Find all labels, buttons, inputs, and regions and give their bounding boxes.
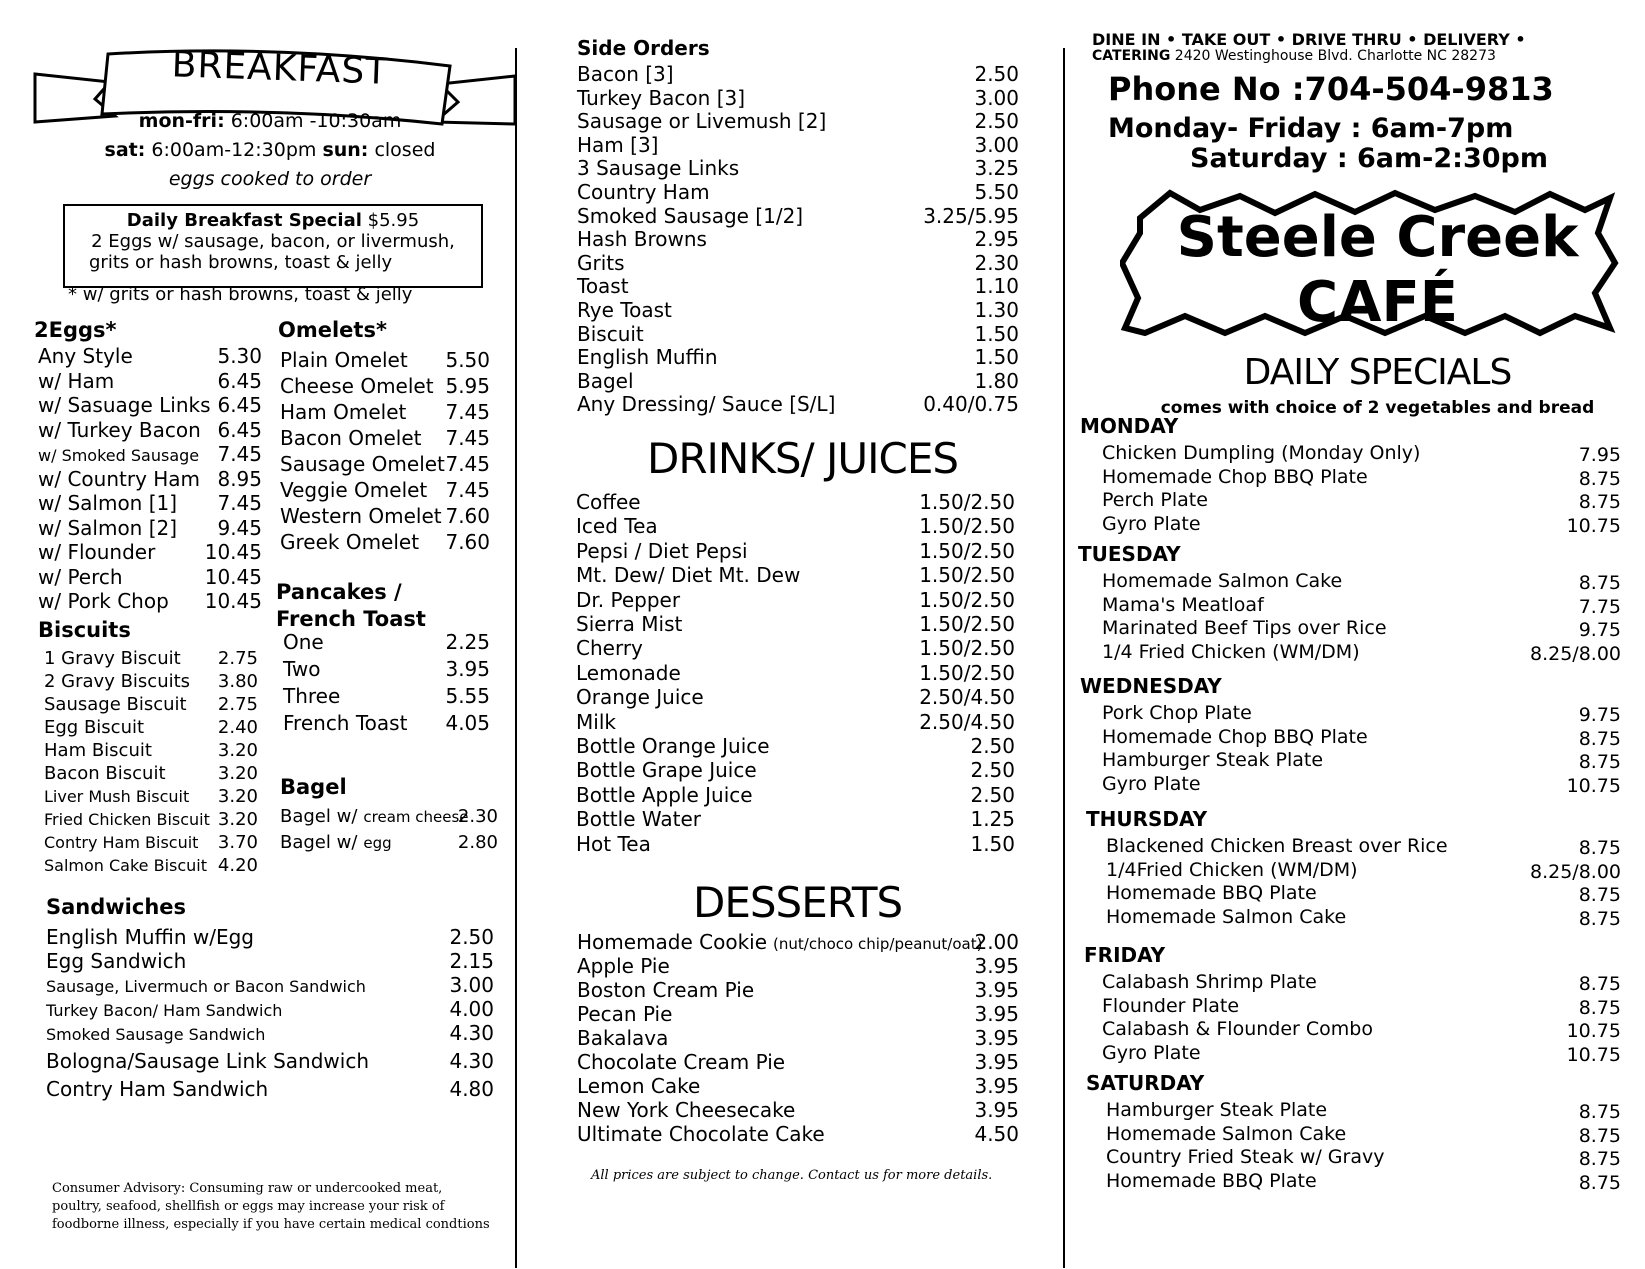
special-item-price: 8.25/8.00 [1529, 642, 1621, 665]
dessert-item-name: Chocolate Cream Pie [577, 1050, 786, 1074]
drink-item-price: 1.50/2.50 [919, 490, 1015, 514]
egg-item-price: 6.45 [217, 417, 262, 442]
pancake-item-name: One [283, 630, 324, 654]
special-item-name: Homemade Chop BBQ Plate [1102, 465, 1368, 488]
column-divider-left [515, 48, 517, 1268]
drink-item-price: 1.50/2.50 [919, 636, 1015, 661]
sandwich-item-price: 4.00 [449, 997, 494, 1021]
sandwich-item-name: Sausage, Livermuch or Bacon Sandwich [46, 977, 366, 996]
eggs-note: eggs cooked to order [168, 168, 372, 190]
special-item-price: 10.75 [1566, 514, 1621, 537]
special-item-name: Chicken Dumpling (Monday Only) [1102, 442, 1421, 464]
drink-item-price: 1.25 [970, 807, 1015, 832]
sandwich-item-name: Bologna/Sausage Link Sandwich [46, 1049, 369, 1073]
drink-item-name: Coffee [576, 490, 641, 514]
day-heading: WEDNESDAY [1080, 674, 1222, 698]
cafe-name-line1: Steele Creek [1176, 205, 1579, 270]
special-item-price: 8.75 [1578, 973, 1621, 995]
egg-item-price: 10.45 [204, 589, 262, 613]
weekday-hours: mon-fri: 6:00am -10:30am [138, 110, 402, 132]
dessert-item-name: Boston Cream Pie [577, 978, 755, 1002]
drink-item-name: Dr. Pepper [576, 587, 681, 612]
special-item-name: 1/4 Fried Chicken (WM/DM) [1102, 640, 1360, 663]
bagel-title: Bagel [280, 775, 347, 799]
side-item-price: 2.50 [974, 62, 1019, 86]
dessert-item-name: Pecan Pie [577, 1002, 673, 1026]
omelet-item-price: 7.45 [445, 452, 490, 476]
side-item-price: 3.00 [974, 132, 1019, 157]
special-item-price: 8.75 [1578, 1124, 1621, 1147]
drink-item-name: Bottle Water [576, 807, 701, 832]
dessert-item-price: 3.95 [974, 1050, 1019, 1074]
omelet-item-name: Sausage Omelet [280, 452, 445, 476]
pancakes-title: Pancakes / [276, 580, 402, 604]
side-item-name: Biscuit [577, 321, 644, 346]
cafe-name-line2: CAFÉ [1297, 270, 1458, 335]
sandwich-item-price: 4.80 [449, 1077, 494, 1101]
egg-item-name: Any Style [38, 344, 133, 368]
special-item-name: Homemade BBQ Plate [1106, 1169, 1317, 1192]
biscuit-item-name: Bacon Biscuit [44, 763, 166, 784]
special-item-name: Flounder Plate [1102, 994, 1240, 1017]
daily-specials-title: DAILY SPECIALS [1243, 352, 1512, 393]
special-item-price: 8.75 [1578, 837, 1621, 859]
special-item-price: 10.75 [1566, 1043, 1621, 1066]
omelet-item-name: Plain Omelet [280, 348, 408, 372]
side-item-name: Toast [577, 274, 629, 299]
egg-item-price: 9.45 [217, 515, 262, 540]
egg-item-price: 5.30 [217, 344, 262, 368]
side-item-name: Rye Toast [577, 298, 672, 322]
biscuit-item-name: Ham Biscuit [44, 740, 152, 761]
saturday-hours-right: Saturday : 6am-2:30pm [1190, 143, 1548, 174]
side-item-name: Bacon [3] [577, 62, 674, 86]
drink-item-name: Sierra Mist [576, 612, 683, 636]
side-item-price: 3.25 [974, 156, 1019, 181]
side-item-price: 2.50 [974, 109, 1019, 134]
special-item-price: 9.75 [1578, 619, 1621, 641]
sandwich-item-price: 4.30 [449, 1049, 494, 1073]
special-item-name: Gyro Plate [1102, 772, 1201, 795]
side-item-name: Turkey Bacon [3] [577, 85, 746, 110]
biscuit-item-name: 1 Gravy Biscuit [44, 648, 181, 669]
dessert-item-price: 2.00 [974, 930, 1019, 954]
egg-item-name: w/ Sasuage Links [38, 393, 211, 417]
day-heading: TUESDAY [1078, 542, 1181, 566]
side-item-price: 2.30 [974, 250, 1019, 275]
omelet-item-name: Cheese Omelet [280, 374, 434, 398]
pancake-item-price: 5.55 [445, 684, 490, 708]
bagel-item-name: Bagel w/ egg [280, 832, 392, 853]
special-item-price: 7.95 [1578, 444, 1621, 466]
drink-item-price: 2.50/4.50 [919, 685, 1015, 710]
special-item-name: Country Fried Steak w/ Gravy [1106, 1146, 1385, 1168]
side-item-name: Any Dressing/ Sauce [S/L] [577, 392, 836, 417]
drink-item-price: 2.50 [970, 782, 1015, 807]
drink-item-price: 1.50/2.50 [919, 563, 1015, 588]
side-item-price: 3.00 [974, 85, 1019, 110]
dessert-item-price: 3.95 [974, 1026, 1019, 1050]
dessert-item-name: New York Cheesecake [577, 1098, 796, 1122]
omelet-item-price: 7.45 [445, 400, 490, 424]
sandwich-item-price: 2.15 [449, 949, 494, 973]
drink-item-name: Cherry [576, 636, 643, 661]
egg-item-name: w/ Salmon [1] [38, 491, 178, 515]
drink-item-price: 1.50/2.50 [919, 612, 1015, 636]
biscuit-item-name: Sausage Biscuit [44, 694, 187, 715]
daily-specials-column [1078, 0, 1645, 1269]
eggs-title: 2Eggs* [34, 318, 117, 342]
egg-item-price: 7.45 [217, 491, 262, 515]
special-item-price: 8.75 [1578, 751, 1621, 773]
daily-specials-note: comes with choice of 2 vegetables and bread [1160, 398, 1595, 418]
special-item-name: Marinated Beef Tips over Rice [1102, 617, 1387, 639]
side-item-name: Country Ham [577, 180, 710, 204]
special-item-price: 10.75 [1566, 774, 1621, 797]
side-item-name: Ham [3] [577, 132, 659, 157]
pancake-item-price: 3.95 [445, 657, 490, 681]
side-item-price: 0.40/0.75 [923, 392, 1019, 417]
served-with-note: * w/ grits or hash browns, toast & jelly [68, 284, 413, 305]
egg-item-price: 7.45 [217, 442, 262, 466]
side-item-price: 1.80 [974, 368, 1019, 393]
drink-item-price: 2.50 [970, 734, 1015, 758]
egg-item-name: w/ Turkey Bacon [38, 417, 201, 442]
omelet-item-name: Ham Omelet [280, 400, 407, 424]
biscuit-item-price: 3.20 [217, 786, 258, 807]
drink-item-price: 1.50/2.50 [919, 514, 1015, 539]
consumer-advisory: Consumer Advisory: Consuming raw or undercooked meat, poultry, seafood, shellfish or eggs may increase your risk of foodborne illness, especially if you have certain medical condtions [52, 1181, 490, 1232]
omelet-item-price: 7.60 [445, 504, 490, 528]
special-item-name: Calabash & Flounder Combo [1102, 1018, 1373, 1040]
special-item-price: 8.75 [1578, 1101, 1621, 1123]
desserts-title: DESSERTS [693, 878, 903, 927]
bagel-item-price: 2.30 [457, 806, 498, 827]
egg-item-price: 8.95 [217, 466, 262, 491]
sandwich-item-name: English Muffin w/Egg [46, 925, 254, 949]
drink-item-name: Pepsi / Diet Pepsi [576, 538, 748, 563]
biscuit-item-price: 2.75 [217, 648, 258, 669]
special-item-name: 1/4Fried Chicken (WM/DM) [1106, 858, 1358, 881]
special-item-name: Hamburger Steak Plate [1102, 749, 1324, 771]
day-heading: SATURDAY [1086, 1071, 1205, 1095]
special-item-name: Blackened Chicken Breast over Rice [1106, 835, 1448, 857]
drink-item-name: Bottle Apple Juice [576, 782, 753, 807]
biscuit-item-price: 3.20 [217, 740, 258, 761]
sandwich-item-name: Egg Sandwich [46, 949, 187, 973]
special-item-price: 8.75 [1578, 884, 1621, 906]
special-item-name: Perch Plate [1102, 489, 1208, 511]
day-heading: MONDAY [1080, 414, 1179, 438]
french-toast-title: French Toast [276, 607, 426, 631]
special-item-name: Homemade Chop BBQ Plate [1102, 725, 1368, 748]
special-item-name: Calabash Shrimp Plate [1102, 971, 1317, 993]
biscuit-item-name: Contry Ham Biscuit [44, 833, 199, 852]
biscuit-item-price: 2.40 [217, 717, 258, 738]
special-item-price: 8.75 [1578, 491, 1621, 513]
drink-item-price: 1.50/2.50 [919, 587, 1015, 612]
drink-item-name: Lemonade [576, 660, 681, 685]
breakfast-title: BREAKFAST [171, 44, 389, 93]
egg-item-name: w/ Country Ham [38, 466, 201, 491]
special-item-price: 8.75 [1578, 996, 1621, 1019]
omelet-item-price: 5.95 [445, 374, 490, 398]
services-line: DINE IN • TAKE OUT • DRIVE THRU • DELIVERY • [1092, 30, 1526, 49]
breakfast-column [0, 0, 540, 1269]
sandwich-item-name: Contry Ham Sandwich [46, 1077, 269, 1101]
special-item-name: Gyro Plate [1102, 1041, 1201, 1064]
special-item-price: 8.75 [1578, 1171, 1621, 1194]
omelet-item-price: 7.45 [445, 478, 490, 502]
sides-title: Side Orders [577, 36, 710, 60]
pancake-item-name: French Toast [283, 711, 408, 735]
special-item-name: Pork Chop Plate [1102, 702, 1252, 724]
biscuit-item-price: 4.20 [217, 855, 258, 876]
dessert-item-price: 4.50 [974, 1122, 1019, 1146]
special-item-price: 9.75 [1578, 704, 1621, 726]
sandwich-item-price: 3.00 [449, 973, 494, 997]
side-item-name: Smoked Sausage [1/2] [577, 203, 804, 228]
drink-item-name: Milk [576, 709, 616, 734]
biscuit-item-name: Liver Mush Biscuit [44, 787, 190, 806]
special-item-name: Gyro Plate [1102, 512, 1201, 535]
omelet-item-price: 7.60 [445, 530, 490, 554]
special-item-name: Homemade Salmon Cake [1106, 1122, 1347, 1145]
biscuits-title: Biscuits [38, 618, 131, 642]
dessert-item-name: Apple Pie [577, 954, 670, 978]
dessert-item-price: 3.95 [974, 978, 1019, 1002]
price-note: All prices are subject to change. Contact us for more details. [591, 1168, 993, 1183]
pancake-item-name: Three [283, 684, 341, 708]
drink-item-name: Mt. Dew/ Diet Mt. Dew [576, 563, 801, 588]
omelets-title: Omelets* [278, 318, 387, 342]
side-item-name: Hash Browns [577, 227, 707, 252]
side-item-name: 3 Sausage Links [577, 156, 740, 181]
dessert-item-name: Lemon Cake [577, 1074, 701, 1098]
dessert-item-name: Homemade Cookie (nut/choco chip/peanut/oat) [577, 930, 983, 954]
pancake-item-price: 4.05 [445, 711, 490, 735]
dessert-item-price: 3.95 [974, 954, 1019, 978]
side-item-price: 1.50 [974, 321, 1019, 346]
side-item-name: Bagel [577, 368, 634, 393]
special-item-price: 8.75 [1578, 907, 1621, 930]
drink-item-price: 1.50/2.50 [919, 660, 1015, 685]
phone-number: Phone No :704-504-9813 [1108, 70, 1554, 108]
special-item-price: 8.25/8.00 [1529, 860, 1621, 883]
dessert-item-name: Bakalava [577, 1026, 669, 1050]
special-item-name: Mama's Meatloaf [1102, 593, 1264, 616]
biscuit-item-name: Fried Chicken Biscuit [44, 810, 210, 829]
drinks-title: DRINKS/ JUICES [647, 434, 959, 483]
egg-item-name: w/ Ham [38, 368, 115, 393]
omelet-item-name: Greek Omelet [280, 530, 420, 554]
special-item-price: 7.75 [1578, 595, 1621, 618]
weekday-hours-right: Monday- Friday : 6am-7pm [1108, 113, 1514, 144]
dessert-item-price: 3.95 [974, 1074, 1019, 1098]
biscuit-item-price: 3.20 [217, 763, 258, 784]
special-item-price: 8.75 [1578, 1148, 1621, 1170]
daily-breakfast-special: Daily Breakfast Special $5.95 2 Eggs w/ sausage, bacon, or livermush, grits or hash browns, toast & jelly [63, 204, 483, 288]
day-heading: FRIDAY [1084, 943, 1166, 967]
drink-item-price: 1.50/2.50 [919, 538, 1015, 563]
weekend-hours: sat: 6:00am-12:30pm sun: closed [104, 139, 436, 161]
dessert-item-price: 3.95 [974, 1002, 1019, 1026]
sandwich-item-name: Turkey Bacon/ Ham Sandwich [46, 1001, 283, 1020]
egg-item-name: w/ Flounder [38, 540, 156, 564]
egg-item-price: 6.45 [217, 368, 262, 393]
side-item-price: 5.50 [974, 180, 1019, 204]
sandwich-item-price: 2.50 [449, 925, 494, 949]
side-item-price: 3.25/5.95 [923, 203, 1019, 228]
special-item-name: Homemade Salmon Cake [1106, 905, 1347, 928]
address-line: CATERING 2420 Westinghouse Blvd. Charlotte NC 28273 [1092, 48, 1496, 64]
side-item-name: Sausage or Livemush [2] [577, 109, 827, 134]
biscuit-item-price: 3.70 [217, 832, 258, 853]
egg-item-name: w/ Perch [38, 564, 123, 589]
bagel-item-price: 2.80 [457, 832, 498, 853]
omelet-item-name: Veggie Omelet [280, 478, 428, 502]
egg-item-price: 6.45 [217, 393, 262, 417]
egg-item-name: w/ Smoked Sausage [38, 446, 200, 465]
special-item-name: Hamburger Steak Plate [1106, 1099, 1328, 1121]
special-item-price: 8.75 [1578, 727, 1621, 750]
sandwiches-title: Sandwiches [46, 895, 187, 919]
bagel-item-name: Bagel w/ cream cheese [280, 806, 469, 827]
dessert-item-price: 3.95 [974, 1098, 1019, 1122]
sandwich-item-price: 4.30 [449, 1021, 494, 1045]
drink-item-name: Bottle Grape Juice [576, 758, 757, 783]
side-item-name: Grits [577, 250, 625, 275]
side-item-price: 1.50 [974, 345, 1019, 370]
biscuit-item-price: 3.80 [217, 671, 258, 692]
biscuit-item-price: 2.75 [217, 694, 258, 715]
dessert-item-name: Ultimate Chocolate Cake [577, 1122, 825, 1146]
drink-item-price: 2.50 [970, 758, 1015, 783]
omelet-item-price: 5.50 [445, 348, 490, 372]
drink-item-name: Hot Tea [576, 831, 651, 856]
egg-item-price: 10.45 [204, 564, 262, 589]
biscuit-item-name: 2 Gravy Biscuits [44, 671, 191, 692]
egg-item-name: w/ Salmon [2] [38, 515, 178, 540]
drink-item-name: Orange Juice [576, 685, 704, 710]
special-item-price: 10.75 [1566, 1020, 1621, 1042]
egg-item-name: w/ Pork Chop [38, 589, 169, 613]
side-item-name: English Muffin [577, 345, 718, 370]
side-item-price: 2.95 [974, 227, 1019, 252]
special-item-name: Homemade BBQ Plate [1106, 882, 1317, 904]
omelet-item-name: Western Omelet [280, 504, 442, 528]
pancake-item-price: 2.25 [445, 630, 490, 654]
biscuit-item-name: Salmon Cake Biscuit [44, 856, 208, 875]
side-item-price: 1.30 [974, 298, 1019, 322]
sides-drinks-column [545, 0, 1100, 1269]
special-item-price: 8.75 [1578, 467, 1621, 490]
pancake-item-name: Two [283, 657, 321, 681]
omelet-item-price: 7.45 [445, 426, 490, 450]
drink-item-price: 1.50 [970, 831, 1015, 856]
day-heading: THURSDAY [1086, 807, 1208, 831]
egg-item-price: 10.45 [204, 540, 262, 564]
drink-item-name: Bottle Orange Juice [576, 734, 770, 758]
biscuit-item-name: Egg Biscuit [44, 717, 145, 738]
omelet-item-name: Bacon Omelet [280, 426, 422, 450]
biscuit-item-price: 3.20 [217, 809, 258, 830]
special-item-name: Homemade Salmon Cake [1102, 570, 1343, 592]
sandwich-item-name: Smoked Sausage Sandwich [46, 1025, 266, 1044]
special-item-price: 8.75 [1578, 572, 1621, 594]
drink-item-name: Iced Tea [576, 514, 658, 539]
side-item-price: 1.10 [974, 274, 1019, 299]
drink-item-price: 2.50/4.50 [919, 709, 1015, 734]
